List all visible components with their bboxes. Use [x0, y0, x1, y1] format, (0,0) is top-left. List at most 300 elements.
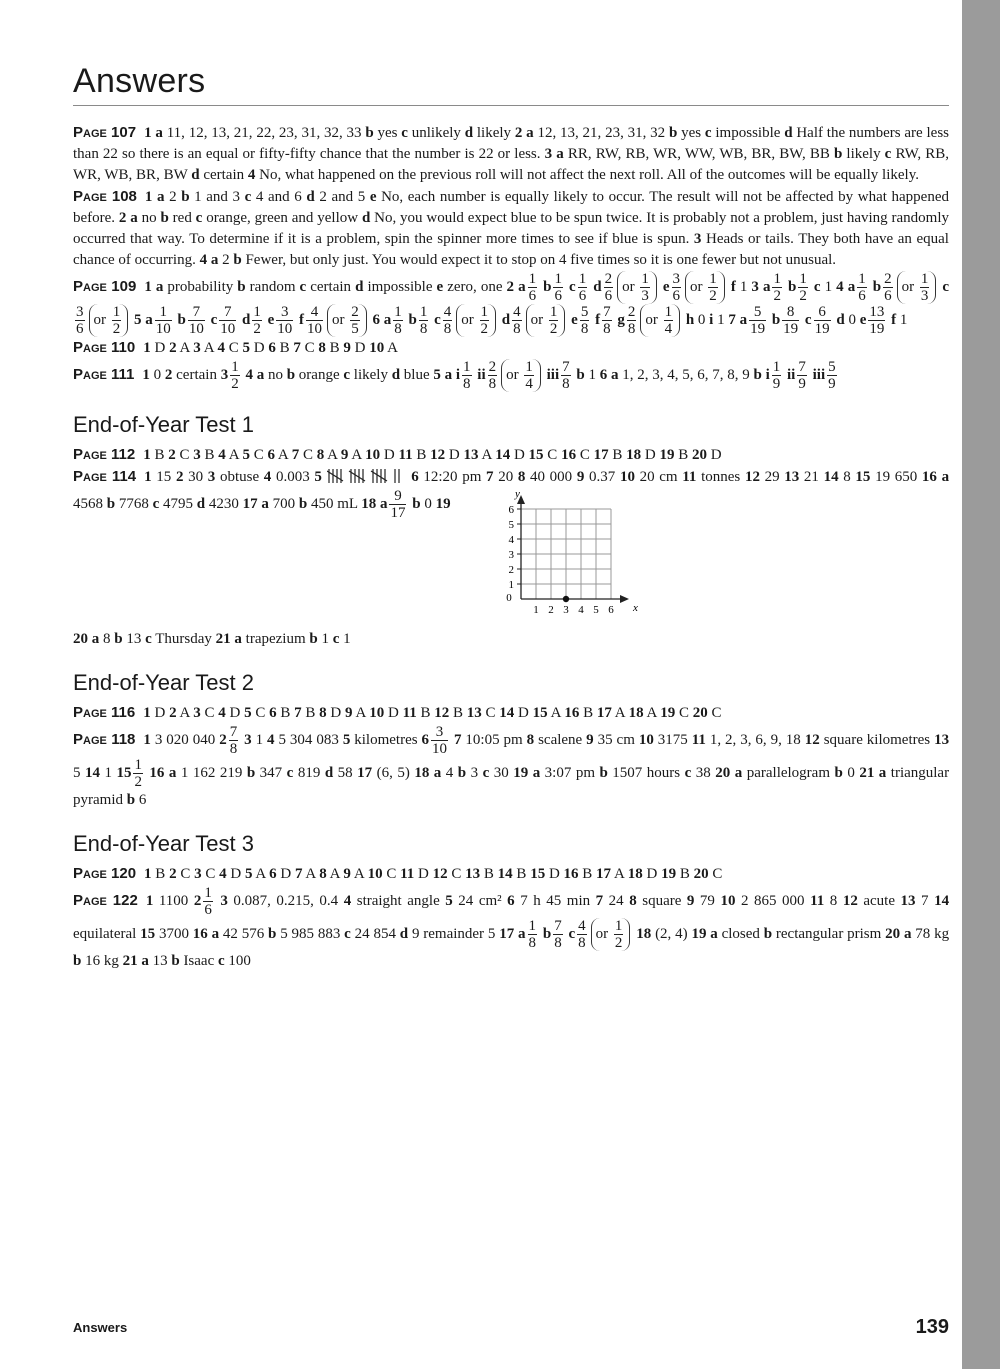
denominator: 8: [394, 321, 402, 337]
numerator: 3: [276, 304, 293, 321]
numerator: 1: [231, 359, 239, 375]
question-label: 4: [263, 469, 272, 485]
question-label: 11: [682, 469, 697, 485]
answer-choice: B: [679, 866, 690, 882]
numerator: 5: [580, 304, 589, 320]
x-tick-label: 6: [607, 604, 614, 616]
answer-choice: A: [614, 705, 625, 721]
answer-paragraph: [73, 702, 949, 724]
or-label: or: [530, 312, 547, 328]
question-label: iii: [808, 366, 826, 383]
answer-choice: D: [330, 705, 342, 721]
answer-text: triangular pyramid: [73, 764, 950, 808]
numerator: 5: [828, 359, 836, 375]
answer-text: Isaac: [179, 953, 218, 969]
answer-choice: B: [420, 705, 431, 721]
page-label: Page 122: [73, 891, 138, 909]
answer-choice: C: [228, 340, 239, 356]
fraction: [708, 271, 718, 304]
question-label: d: [589, 278, 602, 295]
question-number: 7: [294, 705, 302, 721]
question-label: 3 a: [751, 278, 771, 295]
question-label: 1 a: [144, 278, 164, 295]
question-label: 6: [507, 892, 515, 909]
question-label: f: [726, 278, 736, 295]
fraction: [219, 304, 236, 337]
question-label: 11: [810, 892, 825, 909]
question-label: 16 a: [144, 764, 177, 781]
question-label: b: [171, 953, 180, 969]
numerator: 1: [528, 271, 537, 287]
answer-text: 24 cm²: [452, 892, 508, 909]
question-label: 7: [450, 731, 462, 748]
question-number: 20: [691, 447, 707, 463]
answer-text: 1: [317, 631, 333, 647]
question-label: 12: [744, 469, 760, 485]
question-label: 1: [142, 366, 150, 383]
fraction: [868, 304, 885, 337]
question-label: c: [564, 925, 576, 942]
question-number: 19: [659, 447, 675, 463]
question-label: b: [126, 792, 136, 808]
answer-choice: D: [230, 866, 242, 882]
question-number: 15: [530, 866, 546, 882]
fraction: [627, 304, 637, 337]
answer-choice: A: [329, 866, 340, 882]
answer-text: Heads or tails. They both have an equal chance of occurring.: [73, 231, 949, 268]
question-number: 5: [244, 705, 252, 721]
question-label: 3: [240, 731, 252, 748]
fraction: [443, 304, 453, 337]
question-number: 15: [532, 705, 548, 721]
denominator: 19: [783, 321, 799, 337]
question-label: d: [784, 125, 793, 141]
question-label: c: [195, 210, 203, 226]
numerator: 1: [554, 271, 562, 287]
question-label: b: [572, 366, 585, 383]
question-label: 14: [934, 892, 950, 909]
question-label: 7 a: [728, 311, 748, 328]
question-number: 3: [193, 340, 201, 356]
question-number: 1: [144, 866, 152, 882]
fraction: [524, 359, 534, 392]
answer-text: 1, 2, 3, 6, 9, 18: [705, 731, 805, 748]
answer-text: 0: [694, 311, 710, 328]
fraction: [664, 304, 674, 337]
denominator: 3: [641, 288, 649, 304]
answer-text: 0: [844, 311, 860, 328]
question-label: b: [298, 495, 308, 512]
fraction: [229, 724, 239, 757]
page-label: Page 110: [73, 339, 136, 356]
x-tick-label: 2: [547, 604, 554, 616]
question-label: c: [401, 125, 408, 141]
denominator: 4: [664, 321, 673, 337]
question-label: b: [539, 925, 552, 942]
answer-choice: D: [548, 866, 560, 882]
denominator: 10: [307, 321, 323, 337]
fraction: [488, 359, 498, 392]
fraction: [393, 304, 403, 337]
answer-choice: A: [646, 705, 657, 721]
answer-text: 12:20 pm: [418, 469, 487, 485]
question-label: 5: [342, 731, 351, 748]
answer-text: 24: [603, 892, 630, 909]
answer-text: 3175: [653, 731, 692, 748]
answer-paragraph: [73, 337, 949, 359]
fraction: [512, 304, 522, 337]
answer-text: likely: [473, 125, 515, 141]
answer-choice: C: [302, 447, 313, 463]
denominator: 6: [76, 321, 84, 337]
answer-text: No, you would expect blue to be spun twice. It is probably not a problem, just having randomly occurred that way. To determine if it is a problem, spin the spinner more times to see if blue is spun.: [73, 210, 950, 247]
fraction: [672, 271, 682, 304]
answer-text: certain: [199, 167, 248, 183]
denominator: 8: [443, 321, 452, 337]
answer-choice: C: [180, 866, 191, 882]
numerator: 1: [419, 304, 428, 320]
question-number: 8: [316, 447, 325, 463]
question-number: 16: [564, 705, 580, 721]
numerator: 7: [603, 304, 611, 320]
question-label: b: [114, 631, 123, 647]
answer-paragraph: [73, 466, 949, 629]
question-label: 14: [84, 764, 100, 781]
question-number: 4: [218, 447, 226, 463]
answer-choice: D: [418, 866, 429, 882]
numerator: 1: [664, 304, 673, 320]
question-label: 19 a: [691, 925, 718, 942]
numerator: 1: [772, 359, 781, 375]
equivalent-fraction: [501, 359, 541, 392]
question-number: 17: [593, 447, 609, 463]
fraction: [920, 271, 930, 304]
y-tick-label: 4: [508, 534, 514, 546]
answer-choice: A: [613, 866, 624, 882]
answer-text: Thursday: [151, 631, 216, 647]
answer-text: 1 and 3: [189, 189, 245, 205]
question-label: 17 a: [499, 925, 526, 942]
numerator: 3: [76, 304, 84, 320]
question-label: 4: [247, 167, 256, 183]
answer-choice: B: [329, 340, 340, 356]
answer-text: 42 576: [219, 925, 269, 942]
question-label: i: [709, 311, 714, 328]
answer-text: 30: [489, 764, 514, 781]
question-label: e: [436, 278, 444, 295]
answer-text: tonnes: [696, 469, 745, 485]
y-tick-label: 1: [508, 579, 514, 591]
coordinate-grid-svg: [491, 482, 641, 622]
numerator: 2: [488, 359, 497, 375]
question-label: 2: [193, 892, 202, 909]
question-label: f: [591, 311, 601, 328]
question-label: c: [206, 311, 218, 328]
numerator: 1: [549, 304, 558, 320]
question-label: 3: [693, 231, 702, 247]
question-number: 3: [193, 705, 201, 721]
denominator: 6: [554, 288, 562, 304]
question-label: 15: [140, 925, 156, 942]
section-heading: End-of-Year Test 3: [73, 831, 255, 856]
question-label: 5: [314, 469, 322, 485]
question-label: c: [801, 311, 812, 328]
answer-choice: D: [383, 447, 395, 463]
answer-text: 0: [842, 764, 860, 781]
numerator: 6: [814, 304, 831, 321]
question-number: 16: [563, 866, 579, 882]
x-tick-label: 5: [592, 604, 599, 616]
question-number: 7: [291, 447, 300, 463]
answer-choice: C: [547, 447, 558, 463]
question-number: 2: [168, 447, 176, 463]
denominator: 9: [798, 376, 806, 392]
question-number: 12: [434, 705, 450, 721]
fraction: [480, 304, 490, 337]
fraction: [528, 918, 538, 951]
denominator: 6: [604, 288, 613, 304]
question-label: c: [938, 278, 950, 295]
answer-choice: B: [204, 447, 215, 463]
answer-choice: D: [253, 340, 265, 356]
answer-choice: B: [279, 340, 290, 356]
answer-choice: C: [579, 447, 590, 463]
answer-text: 7: [915, 892, 935, 909]
denominator: 6: [204, 902, 212, 918]
denominator: 9: [828, 376, 836, 392]
numerator: 2: [604, 271, 613, 287]
question-number: 18: [628, 705, 644, 721]
question-label: b: [763, 925, 773, 942]
answer-choice: B: [453, 705, 464, 721]
answer-text: 4: [441, 764, 458, 781]
answer-text: 4 and 6: [251, 189, 307, 205]
answer-paragraph: [73, 724, 949, 811]
answer-paragraph: [73, 444, 949, 466]
question-label: 6: [411, 469, 419, 485]
question-label: 21 a: [122, 953, 149, 969]
answer-text: impossible: [711, 125, 785, 141]
question-number: 7: [294, 866, 303, 882]
fraction: [561, 359, 571, 392]
question-number: 6: [269, 705, 277, 721]
numerator: 1: [204, 885, 212, 901]
answer-choice: B: [583, 705, 594, 721]
question-number: 12: [432, 866, 448, 882]
or-label: or: [622, 279, 639, 295]
question-number: 4: [219, 866, 227, 882]
answer-text: 38: [691, 764, 716, 781]
equivalent-fraction: [89, 304, 129, 337]
answer-text: 1: [820, 278, 837, 295]
question-label: 1 a: [144, 125, 163, 141]
denominator: 2: [231, 376, 239, 392]
footer-label: Answers: [73, 1320, 128, 1335]
numerator: 1: [858, 271, 866, 287]
question-number: 19: [661, 866, 677, 882]
question-number: 10: [365, 447, 381, 463]
fraction: [306, 304, 323, 337]
answer-choice: C: [204, 705, 215, 721]
answer-text: 5 304 083: [274, 731, 343, 748]
numerator: 1: [525, 359, 533, 375]
fraction: [462, 359, 472, 392]
answer-choice: A: [481, 447, 492, 463]
question-label: b: [768, 311, 781, 328]
denominator: 3: [920, 288, 929, 304]
question-label: 17 a: [242, 495, 269, 512]
question-label: b: [457, 764, 467, 781]
numerator: 1: [463, 359, 471, 375]
denominator: 19: [869, 321, 885, 337]
question-label: 12: [804, 731, 820, 748]
question-label: c: [704, 125, 712, 141]
fraction: [203, 885, 213, 918]
answer-text: zero, one: [443, 278, 507, 295]
answer-text: 19 650: [870, 469, 922, 485]
question-label: d: [832, 311, 845, 328]
page-title: Answers: [73, 62, 949, 106]
answer-text: 30: [183, 469, 208, 485]
denominator: 10: [155, 321, 171, 337]
question-number: 18: [627, 866, 643, 882]
denominator: 2: [709, 288, 717, 304]
answer-text: orange, green and yellow: [202, 210, 362, 226]
question-label: 5: [445, 892, 453, 909]
fraction: [749, 304, 766, 337]
question-label: c: [344, 925, 351, 942]
answer-text: 1507 hours: [607, 764, 685, 781]
equivalent-fraction: [456, 304, 496, 337]
denominator: 6: [578, 288, 587, 304]
question-label: b i: [753, 366, 770, 383]
question-label: 15: [855, 469, 871, 485]
question-number: 11: [402, 705, 417, 721]
question-label: 6: [421, 731, 430, 748]
y-tick-label: 3: [508, 549, 514, 561]
answer-choice: C: [205, 866, 216, 882]
answer-choice: D: [448, 447, 460, 463]
answer-paragraph: [73, 359, 949, 392]
answer-text: 21: [799, 469, 824, 485]
question-label: 21 a: [859, 764, 887, 781]
equivalent-fraction: [617, 271, 657, 304]
denominator: 8: [578, 935, 586, 951]
numerator: 7: [798, 359, 806, 375]
question-label: b: [834, 764, 843, 781]
or-label: or: [645, 312, 662, 328]
question-label: 16 a: [192, 925, 220, 942]
answer-text: square kilometres: [819, 731, 935, 748]
answer-text: 4795: [159, 495, 197, 512]
answer-text: 2 865 000: [735, 892, 811, 909]
denominator: 2: [253, 321, 261, 337]
answer-text: straight angle: [351, 892, 446, 909]
question-label: b: [160, 210, 169, 226]
numerator: 1: [480, 304, 489, 320]
answer-text: 8: [824, 892, 843, 909]
denominator: 8: [580, 321, 589, 337]
answer-choice: A: [550, 705, 561, 721]
question-number: 6: [268, 340, 276, 356]
x-tick-label: 3: [562, 604, 569, 616]
answer-choice: A: [353, 866, 364, 882]
answer-choice: D: [354, 340, 366, 356]
question-label: 12: [842, 892, 858, 909]
denominator: 10: [277, 321, 293, 337]
numerator: 2: [351, 304, 359, 320]
question-label: c: [564, 278, 576, 295]
fraction: [772, 359, 782, 392]
answer-choice: C: [386, 866, 397, 882]
numerator: 9: [389, 488, 406, 505]
numerator: 1: [709, 271, 717, 287]
question-label: 13: [900, 892, 916, 909]
numerator: 13: [869, 304, 885, 320]
numerator: 4: [443, 304, 452, 320]
question-number: 8: [318, 340, 326, 356]
question-label: c: [299, 278, 307, 295]
answer-text: no: [264, 366, 287, 383]
answer-choice: D: [229, 705, 241, 721]
denominator: 4: [525, 376, 533, 392]
question-number: 13: [463, 447, 479, 463]
answer-text: 1: [735, 278, 752, 295]
fraction: [276, 304, 293, 337]
denominator: 8: [562, 376, 570, 392]
question-label: 4: [343, 892, 352, 909]
answer-text: 3:07 pm: [540, 764, 600, 781]
answer-text: 0: [420, 495, 436, 512]
fraction: [640, 271, 650, 304]
answer-text: 58: [333, 764, 358, 781]
denominator: 17: [390, 505, 406, 521]
question-label: g: [613, 311, 625, 328]
question-label: d: [196, 495, 206, 512]
question-label: 18 a: [414, 764, 442, 781]
answer-text: blue: [400, 366, 434, 383]
answer-text: Fewer, but only just. You would expect it to stop on 4 five times so it is one fewer but not unusual.: [241, 252, 837, 268]
answer-text: 12, 13, 21, 23, 31, 32: [533, 125, 669, 141]
question-number: 10: [367, 866, 383, 882]
equivalent-fraction: [591, 918, 631, 951]
denominator: 8: [463, 376, 471, 392]
fraction: [577, 918, 587, 951]
question-label: 8: [526, 731, 535, 748]
question-label: b: [309, 631, 318, 647]
answer-choice: D: [154, 340, 166, 356]
question-label: b: [237, 278, 246, 295]
answer-text: 4568: [73, 495, 107, 512]
question-label: d: [355, 278, 364, 295]
answer-choice: C: [679, 705, 690, 721]
answer-choice: C: [711, 705, 722, 721]
or-label: or: [901, 279, 918, 295]
question-label: b: [286, 366, 296, 383]
answer-sections: [73, 122, 949, 972]
fraction: [188, 304, 205, 337]
numerator: 7: [219, 304, 236, 321]
answer-choice: D: [280, 866, 292, 882]
answer-text: 13: [148, 953, 172, 969]
question-label: 1: [143, 731, 151, 748]
equivalent-fraction: [640, 304, 680, 337]
answer-text: certain: [172, 366, 221, 383]
question-label: 19: [435, 495, 451, 512]
denominator: 10: [220, 321, 236, 337]
question-label: f: [887, 311, 897, 328]
answer-text: 1: [896, 311, 908, 328]
